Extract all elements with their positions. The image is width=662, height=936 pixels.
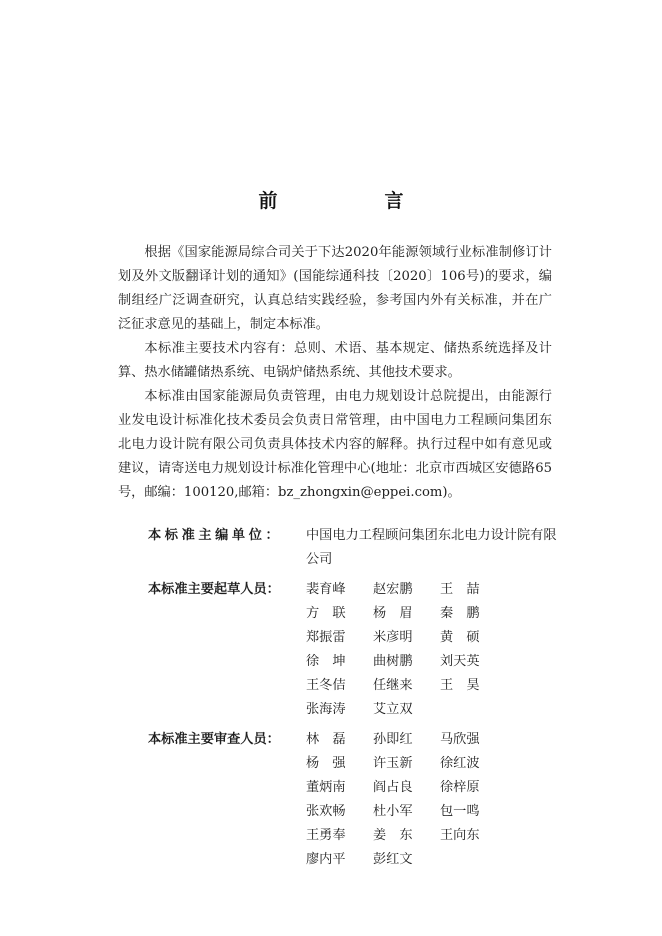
drafters-names: [306, 578, 568, 722]
reviewer-name: 林 磊: [306, 732, 346, 747]
reviewer-name: 阎占良: [373, 780, 413, 795]
reviewer-name: 杜小军: [373, 804, 413, 819]
drafter-name: 艾立双: [373, 702, 413, 717]
reviewers-label: 本标准主要审查人员：: [148, 732, 280, 747]
paragraph-basis: 根据《国家能源局综合司关于下达2020年能源领域行业标准制修订计划及外文版翻译计划的通知》(国能综通科技〔2020〕106号)的要求，编制组经广泛调查研究，认真总结实践经验，参考国内外有关标准，并在广泛征求意见的基础上，制定本标准。: [118, 245, 552, 332]
editor-unit-label: 本标准主编单位：: [148, 528, 283, 543]
drafter-name: 张海涛: [306, 702, 346, 717]
reviewer-name: 彭红文: [373, 852, 413, 867]
reviewer-name: 姜 东: [373, 828, 413, 843]
reviewer-name: 孙即红: [373, 732, 413, 747]
drafter-name: 王 喆: [440, 582, 480, 597]
reviewers-names: [306, 728, 568, 872]
drafter-name: 黄 硕: [440, 630, 480, 645]
drafter-name: 郑振雷: [306, 630, 346, 645]
drafter-name: 曲树鹏: [373, 654, 413, 669]
drafter-name: 王 昊: [440, 678, 480, 693]
page-title: 前 言: [258, 190, 448, 212]
drafter-name: 徐 坤: [306, 654, 346, 669]
editor-unit-value: 中国电力工程顾问集团东北电力设计院有限公司: [306, 528, 557, 567]
reviewer-name: 王勇奉: [306, 828, 346, 843]
reviewer-name: 张欢畅: [306, 804, 346, 819]
reviewers-group: [148, 728, 568, 872]
drafter-name: 赵宏鹏: [373, 582, 413, 597]
drafters-label: 本标准主要起草人员：: [148, 582, 280, 597]
reviewer-name: 许玉新: [373, 756, 413, 771]
drafters-group: [148, 578, 568, 722]
reviewer-name: 徐梓原: [440, 780, 480, 795]
reviewer-name: 王向东: [440, 828, 480, 843]
drafter-name: 方 联: [306, 606, 346, 621]
credits-section: [148, 524, 568, 878]
reviewer-name: 徐红波: [440, 756, 480, 771]
preface-body: [118, 241, 552, 505]
drafter-name: 任继来: [373, 678, 413, 693]
drafter-name: 秦 鹏: [440, 606, 480, 621]
reviewer-name: 包一鸣: [440, 804, 480, 819]
drafter-name: 米彦明: [373, 630, 413, 645]
reviewer-name: 董炳南: [306, 780, 346, 795]
editor-unit-group: [148, 524, 568, 572]
paragraph-content: 本标准主要技术内容有：总则、术语、基本规定、储热系统选择及计算、热水储罐储热系统、电锅炉储热系统、其他技术要求。: [118, 341, 552, 380]
drafter-name: 刘天英: [440, 654, 480, 669]
reviewer-name: 廖内平: [306, 852, 346, 867]
reviewer-name: 杨 强: [306, 756, 346, 771]
drafter-name: 杨 眉: [373, 606, 413, 621]
drafter-name: 王冬佶: [306, 678, 346, 693]
paragraph-management: 本标准由国家能源局负责管理，由电力规划设计总院提出，由能源行业发电设计标准化技术委员会负责日常管理，由中国电力工程顾问集团东北电力设计院有限公司负责具体技术内容的解释。执行过程中如有意见或建议，请寄送电力规划设计标准化管理中心(地址：北京市西城区安德路65号，邮编：100120,邮箱：bz_zhongxin@eppei.com)。: [118, 389, 552, 500]
drafter-name: 裴育峰: [306, 582, 346, 597]
reviewer-name: 马欣强: [440, 732, 480, 747]
